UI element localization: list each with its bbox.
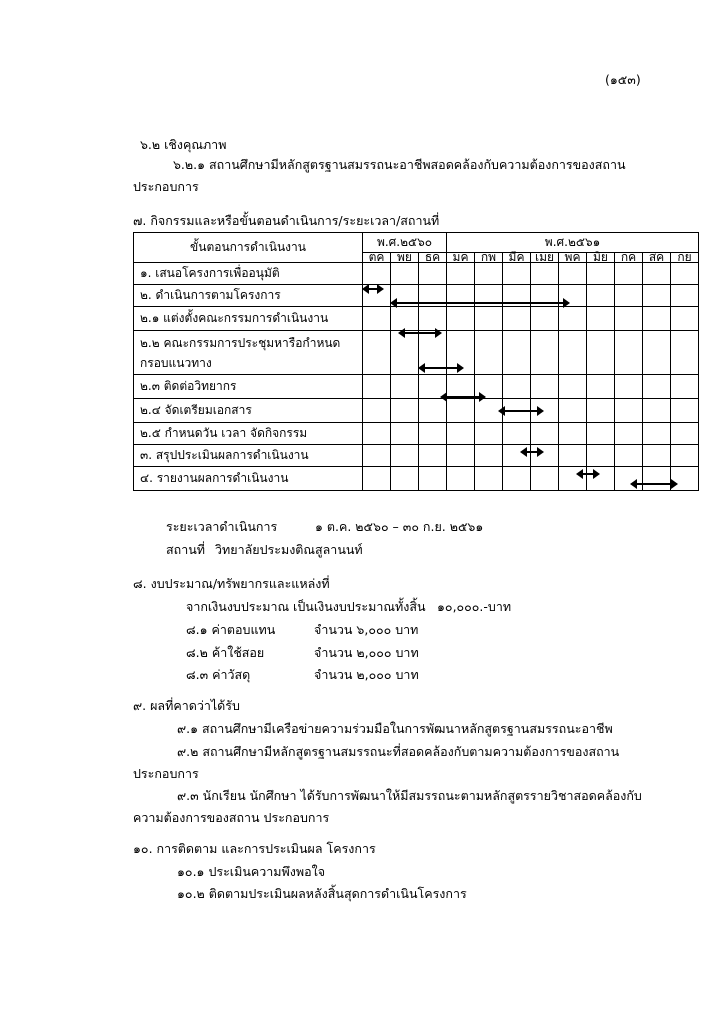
budget-item-amount: จำนวน ๒,๐๐๐ บาท: [314, 667, 419, 682]
budget-item-amount: จำนวน ๒,๐๐๐ บาท: [314, 645, 419, 660]
section-9-item1: ๙.๑ สถานศึกษามีเครือข่ายความร่วมมือในการพัฒนาหลักสูตรฐานสมรรถนะอาชีพ: [177, 721, 613, 736]
step-label: [134, 331, 363, 375]
table-row: [134, 423, 699, 445]
gantt-table: [133, 232, 699, 491]
section-9-item2-line2: ประกอบการ: [133, 766, 199, 781]
section-10-heading: ๑๐. การติดตาม และการประเมินผล โครงการ: [133, 841, 376, 856]
section-8-heading: ๘. งบประมาณ/ทรัพยากรและแหล่งที่: [133, 576, 330, 591]
budget-item-label: ๘.๑ ค่าตอบแทน: [186, 622, 276, 637]
month-header: มค: [447, 253, 475, 263]
budget-total: ๑๐,๐๐๐.-บาท: [437, 599, 512, 614]
table-row: [134, 445, 699, 467]
place-label: สถานที่: [166, 542, 206, 557]
gantt-arrow: [398, 328, 442, 338]
budget-item-label: ๘.๓ ค่าวัสดุ: [186, 667, 251, 682]
gantt-arrow: [520, 447, 544, 457]
step-label-line1: ๒.๒ คณะกรรมการประชุมหารือกำหนด: [140, 336, 341, 350]
place-value: วิทยาลัยประมงติณสูลานนท์: [215, 542, 363, 557]
table-row: [134, 307, 699, 331]
month-header: เมย: [531, 253, 559, 263]
month-header: พย: [391, 253, 419, 263]
table-row: [134, 263, 699, 285]
budget-item-amount: จำนวน ๖,๐๐๐ บาท: [314, 622, 419, 637]
section-6-2-heading: ๖.๒ เชิงคุณภาพ: [140, 137, 227, 152]
month-header: สค: [643, 253, 671, 263]
step-label: ๒.๕ กำหนดวัน เวลา จัดกิจกรรม: [134, 423, 363, 445]
table-row: [134, 375, 699, 399]
month-header: มิย: [587, 253, 615, 263]
month-header: มีค: [503, 253, 531, 263]
section-10-item1: ๑๐.๑ ประเมินความพึงพอใจ: [177, 864, 326, 879]
month-header: กค: [615, 253, 643, 263]
step-label-line2: กรอบแนวทาง: [140, 356, 212, 370]
gantt-arrow: [576, 469, 600, 479]
duration-label: ระยะเวลาดำเนินการ: [166, 519, 278, 534]
step-label: ๔. รายงานผลการดำเนินงาน: [134, 467, 363, 491]
year-header-2560: พ.ศ.๒๕๖๐: [363, 233, 447, 253]
month-header: กย: [671, 253, 699, 263]
section-9-item3-line2: ความต้องการของสถาน ประกอบการ: [133, 810, 330, 825]
gantt-arrow: [630, 479, 678, 489]
table-row: [134, 399, 699, 423]
month-header: ตค: [363, 253, 391, 263]
budget-source-text: จากเงินงบประมาณ เป็นเงินงบประมาณทั้งสิ้น: [186, 599, 426, 614]
section-6-2-1-line1: ๖.๒.๑ สถานศึกษามีหลักสูตรฐานสมรรถนะอาชีพสอดคล้องกับความต้องการของสถาน: [173, 157, 626, 172]
year-header-2561: พ.ศ.๒๕๖๑: [447, 233, 699, 253]
gantt-arrow: [362, 284, 384, 294]
step-label: ๒. ดำเนินการตามโครงการ: [134, 285, 363, 307]
step-label: ๑. เสนอโครงการเพื่ออนุมัติ: [134, 263, 363, 285]
duration-value: ๑ ต.ค. ๒๕๖๐ – ๓๐ ก.ย. ๒๕๖๑: [315, 519, 484, 534]
month-header: ธค: [419, 253, 447, 263]
section-9-heading: ๙. ผลที่คาดว่าได้รับ: [133, 698, 240, 713]
budget-item-label: ๘.๒ ค้าใช้สอย: [186, 645, 265, 660]
table-row: [134, 467, 699, 491]
section-6-2-1-line2: ประกอบการ: [133, 179, 199, 194]
gantt-arrow: [440, 392, 486, 402]
month-header: พค: [559, 253, 587, 263]
step-label: ๒.๑ แต่งตั้งคณะกรรมการดำเนินงาน: [134, 307, 363, 331]
section-7-heading: ๗. กิจกรรมและหรือขั้นตอนดำเนินการ/ระยะเวลา/สถานที่: [133, 213, 440, 228]
gantt-arrow: [498, 406, 544, 416]
section-9-item2-line1: ๙.๒ สถานศึกษามีหลักสูตรฐานสมรรถนะที่สอดคล้องกับตามความต้องการของสถาน: [177, 744, 620, 759]
gantt-arrow: [418, 363, 464, 373]
step-column-header: ขั้นตอนการดำเนินงาน: [134, 233, 363, 263]
month-header: กพ: [475, 253, 503, 263]
gantt-arrow: [390, 298, 570, 308]
step-label: ๒.๓ ติดต่อวิทยากร: [134, 375, 363, 399]
step-label: ๒.๔ จัดเตรียมเอกสาร: [134, 399, 363, 423]
page-number: (๑๕๓): [605, 72, 641, 87]
step-label: ๓. สรุปประเมินผลการดำเนินงาน: [134, 445, 363, 467]
section-10-item2: ๑๐.๒ ติดตามประเมินผลหลังสิ้นสุดการดำเนินโครงการ: [177, 886, 467, 901]
section-9-item3-line1: ๙.๓ นักเรียน นักศึกษา ได้รับการพัฒนาให้มีสมรรถนะตามหลักสูตรรายวิชาสอดคล้องกับ: [177, 788, 642, 803]
